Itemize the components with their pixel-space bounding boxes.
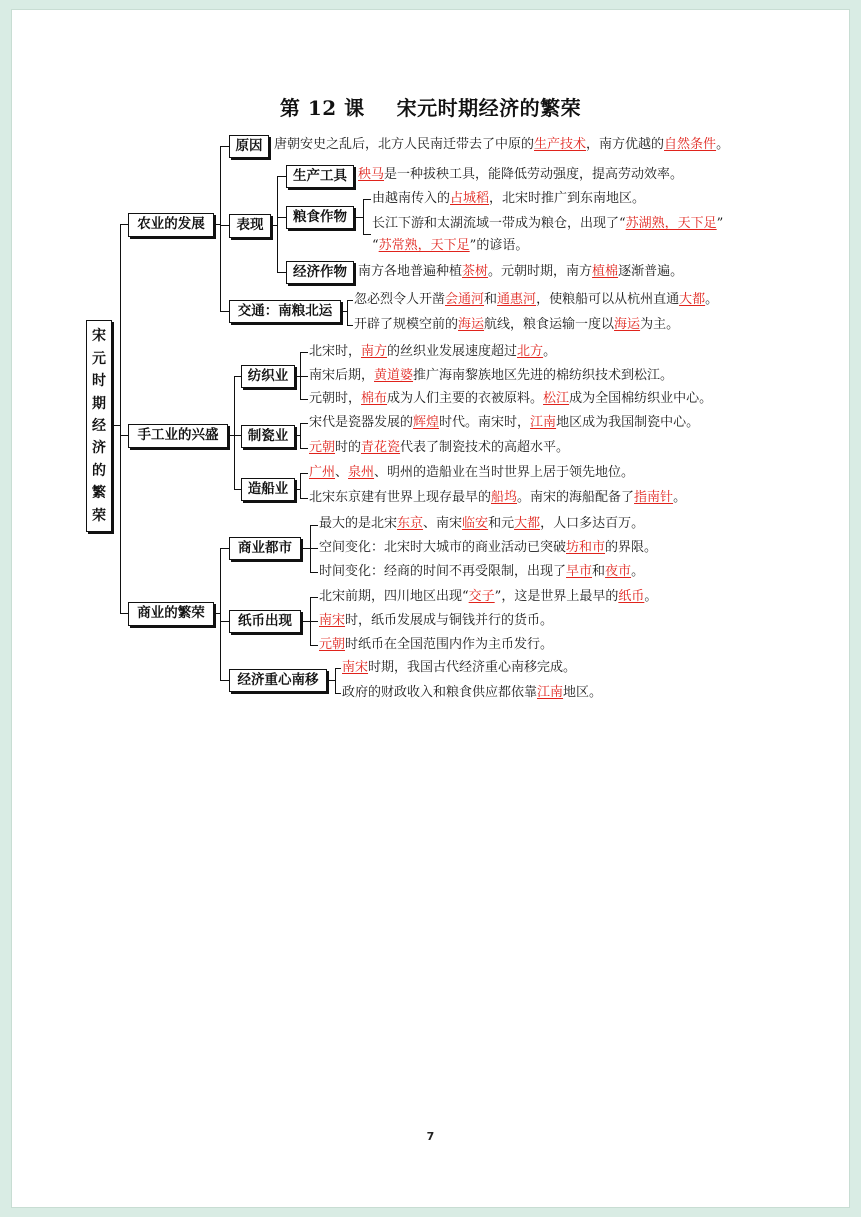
- text-grain-3: [372, 238, 528, 254]
- text-segment: 、明州的造船业在当时世界上居于领先地位。: [374, 465, 635, 480]
- text-segment: 推广海南黎族地区先进的棉纺织技术到松江。: [413, 368, 674, 383]
- text-segment: 的界限。: [605, 540, 658, 555]
- root-char: 宋: [92, 328, 106, 345]
- text-segment: 时，纸币发展成与铜钱并行的货币。: [345, 613, 554, 628]
- connector: [347, 300, 353, 301]
- node-reason: 原因: [229, 135, 269, 158]
- text-segment: 南方各地普遍种植: [358, 264, 463, 279]
- connector: [335, 668, 336, 693]
- text-segment: 地区。: [563, 685, 603, 700]
- page-number: 7: [426, 1130, 435, 1143]
- root-char: 荣: [92, 507, 106, 524]
- text-segment: 北宋东京建有世界上现存最早的: [309, 490, 492, 505]
- text-segment: 的丝织业发展速度超过: [387, 344, 518, 359]
- keyword-answer: 生产技术: [534, 137, 587, 152]
- connector: [120, 435, 128, 436]
- text-segment: 为主。: [640, 317, 680, 332]
- text-segment: ，南方优越的: [586, 137, 665, 152]
- mindmap-root: [86, 320, 112, 532]
- keyword-answer: 松江: [543, 391, 570, 406]
- keyword-answer: 交子: [468, 589, 495, 604]
- keyword-answer: 广州: [309, 465, 336, 480]
- text-segment: 时期，我国古代经济重心南移完成。: [368, 660, 577, 675]
- keyword-answer: 自然条件: [664, 137, 717, 152]
- connector: [220, 146, 229, 147]
- text-porcelain-1: [309, 415, 699, 431]
- text-segment: ，使粮船可以从杭州直通: [536, 292, 680, 307]
- node-transport: 交通：南粮北运: [229, 300, 341, 323]
- keyword-answer: 大都: [514, 516, 541, 531]
- text-segment: 成为人们主要的衣被原料。: [387, 391, 544, 406]
- connector: [300, 376, 308, 377]
- text-grain-1: [372, 191, 645, 207]
- connector: [220, 311, 229, 312]
- connector: [310, 597, 318, 598]
- connector: [300, 498, 308, 499]
- text-segment: 。南宋的海船配备了: [517, 490, 635, 505]
- text-segment: 和: [484, 292, 498, 307]
- connector: [300, 473, 308, 474]
- connector: [120, 613, 128, 614]
- connector: [300, 448, 308, 449]
- keyword-answer: 南宋: [319, 613, 346, 628]
- text-paper-1: [319, 589, 657, 605]
- keyword-answer: 夜市: [605, 564, 632, 579]
- connector: [277, 217, 286, 218]
- connector: [310, 645, 318, 646]
- text-segment: 元朝时，: [309, 391, 362, 406]
- connector: [234, 489, 241, 490]
- keyword-answer: 临安: [462, 516, 489, 531]
- text-segment: ”: [716, 216, 724, 231]
- keyword-answer: 元朝: [309, 440, 336, 455]
- connector: [234, 376, 241, 377]
- text-paper-3: [319, 637, 553, 653]
- text-grain-2: [372, 216, 723, 232]
- keyword-answer: 船坞: [491, 490, 518, 505]
- keyword-answer: 通惠河: [497, 292, 537, 307]
- connector: [234, 376, 235, 489]
- keyword-answer: 元朝: [319, 637, 346, 652]
- text-segment: 成为全国棉纺织业中心。: [569, 391, 713, 406]
- node-shipbuilding: 造船业: [241, 478, 295, 501]
- text-shipbuilding-1: [309, 465, 634, 481]
- keyword-answer: 会通河: [445, 292, 485, 307]
- root-char: 济: [92, 440, 106, 457]
- text-transport-2: [354, 317, 679, 333]
- keyword-answer: 坊和市: [566, 540, 606, 555]
- connector: [220, 680, 229, 681]
- text-paper-2: [319, 613, 553, 629]
- text-segment: 。: [705, 292, 719, 307]
- text-segment: 。元朝时期，南方: [488, 264, 593, 279]
- text-segment: 长江下游和太湖流域一带成为粮仓，出现了“: [372, 216, 626, 231]
- node-production-tools: 生产工具: [286, 165, 354, 188]
- text-shift-1: [342, 660, 576, 676]
- node-commercial-cities: 商业都市: [229, 537, 301, 560]
- connector: [277, 176, 278, 272]
- node-cash-crops: 经济作物: [286, 261, 354, 284]
- connector: [220, 225, 229, 226]
- connector: [220, 548, 221, 680]
- text-segment: 时纸币在全国范围内作为主币发行。: [345, 637, 554, 652]
- text-cities-2: [319, 540, 657, 556]
- keyword-answer: 纸币: [618, 589, 645, 604]
- keyword-answer: 苏常熟，天下足: [378, 238, 470, 253]
- text-segment: 时代。南宋时，: [439, 415, 531, 430]
- keyword-answer: 南方: [361, 344, 388, 359]
- text-segment: 。: [543, 344, 557, 359]
- text-segment: 北宋前期，四川地区出现“: [319, 589, 469, 604]
- lesson-title: [0, 92, 861, 121]
- text-segment: “: [372, 238, 379, 253]
- text-cities-3: [319, 564, 644, 580]
- text-segment: 时的: [335, 440, 362, 455]
- keyword-answer: 辉煌: [413, 415, 440, 430]
- text-segment: 开辟了规模空前的: [354, 317, 459, 332]
- connector: [310, 548, 318, 549]
- text-segment: 逐渐普遍。: [618, 264, 684, 279]
- text-segment: 、: [335, 465, 349, 480]
- connector: [120, 224, 121, 613]
- text-segment: 宋代是瓷器发展的: [309, 415, 414, 430]
- connector: [300, 423, 301, 448]
- text-segment: ”，这是世界上最早的: [494, 589, 619, 604]
- text-segment: 忽必烈令人开凿: [354, 292, 446, 307]
- branch-commerce: 商业的繁荣: [128, 602, 214, 626]
- keyword-answer: 植棉: [592, 264, 619, 279]
- text-cities-1: [319, 516, 644, 532]
- root-char: 时: [92, 373, 106, 390]
- root-char: 的: [92, 462, 106, 479]
- text-segment: 代表了制瓷技术的高超水平。: [400, 440, 570, 455]
- keyword-answer: 棉布: [361, 391, 388, 406]
- keyword-answer: 指南针: [634, 490, 674, 505]
- connector: [277, 176, 286, 177]
- text-segment: 政府的财政收入和粮食供应都依靠: [342, 685, 538, 700]
- keyword-answer: 泉州: [348, 465, 375, 480]
- text-segment: 时间变化：经商的时间不再受限制，出现了: [319, 564, 567, 579]
- connector: [300, 352, 308, 353]
- keyword-answer: 江南: [530, 415, 557, 430]
- root-char: 期: [92, 395, 106, 412]
- text-reason: [274, 137, 729, 153]
- lesson-topic: 宋元时期经济的繁荣: [396, 96, 582, 120]
- text-segment: 。: [673, 490, 687, 505]
- node-performance: 表现: [229, 214, 271, 238]
- text-segment: ”的谚语。: [469, 238, 529, 253]
- text-segment: 是一种拔秧工具，能降低劳动强度，提高劳动效率。: [384, 167, 684, 182]
- text-segment: 航线，粮食运输一度以: [484, 317, 615, 332]
- text-segment: 最大的是北宋: [319, 516, 398, 531]
- text-segment: 。: [644, 589, 658, 604]
- text-shipbuilding-2: [309, 490, 686, 506]
- text-segment: ，北宋时推广到东南地区。: [489, 191, 646, 206]
- node-grain-crops: 粮食作物: [286, 206, 354, 229]
- text-segment: 南宋后期，: [309, 368, 375, 383]
- keyword-answer: 黄道婆: [374, 368, 414, 383]
- text-segment: 。: [631, 564, 645, 579]
- keyword-answer: 苏湖熟，天下足: [625, 216, 717, 231]
- connector: [347, 325, 353, 326]
- text-segment: 空间变化：北宋时大城市的商业活动已突破: [319, 540, 567, 555]
- connector: [310, 525, 318, 526]
- connector: [220, 621, 229, 622]
- node-paper-money: 纸币出现: [229, 610, 301, 633]
- text-segment: 和元: [488, 516, 515, 531]
- lesson-number: 第 12 课: [279, 96, 365, 120]
- text-segment: 唐朝安史之乱后，北方人民南迁带去了中原的: [274, 137, 535, 152]
- branch-handicraft: 手工业的兴盛: [128, 424, 228, 448]
- text-textile-1: [309, 344, 556, 360]
- branch-agriculture: 农业的发展: [128, 213, 214, 237]
- text-transport-1: [354, 292, 718, 308]
- connector: [300, 399, 308, 400]
- connector: [120, 224, 128, 225]
- keyword-answer: 北方: [517, 344, 544, 359]
- root-char: 繁: [92, 485, 106, 502]
- text-segment: 由越南传入的: [372, 191, 451, 206]
- keyword-answer: 东京: [397, 516, 424, 531]
- connector: [347, 300, 348, 325]
- text-textile-3: [309, 391, 712, 407]
- text-textile-2: [309, 368, 673, 384]
- connector: [363, 199, 364, 235]
- connector: [335, 668, 341, 669]
- text-cash: [358, 264, 683, 280]
- keyword-answer: 南宋: [342, 660, 369, 675]
- text-segment: 地区成为我国制瓷中心。: [556, 415, 700, 430]
- root-char: 元: [92, 350, 106, 367]
- root-char: 经: [92, 417, 106, 434]
- connector: [277, 272, 286, 273]
- text-shift-2: [342, 685, 602, 701]
- connector: [220, 146, 221, 311]
- text-segment: 北宋时，: [309, 344, 362, 359]
- keyword-answer: 早市: [566, 564, 593, 579]
- keyword-answer: 海运: [614, 317, 641, 332]
- keyword-answer: 茶树: [462, 264, 489, 279]
- connector: [300, 473, 301, 498]
- keyword-answer: 大都: [679, 292, 706, 307]
- keyword-answer: 占城稻: [450, 191, 490, 206]
- node-textile: 纺织业: [241, 365, 295, 388]
- keyword-answer: 江南: [537, 685, 564, 700]
- node-economic-shift: 经济重心南移: [229, 669, 327, 692]
- keyword-answer: 海运: [458, 317, 485, 332]
- keyword-answer: 秧马: [358, 167, 385, 182]
- connector: [363, 234, 371, 235]
- text-segment: ，人口多达百万。: [540, 516, 645, 531]
- connector: [300, 423, 308, 424]
- text-tools: [358, 167, 683, 183]
- connector: [335, 693, 341, 694]
- connector: [234, 435, 241, 436]
- connector: [220, 548, 229, 549]
- text-segment: 和: [592, 564, 606, 579]
- text-porcelain-2: [309, 440, 569, 456]
- connector: [310, 621, 318, 622]
- connector: [310, 572, 318, 573]
- node-porcelain: 制瓷业: [241, 425, 295, 448]
- connector: [363, 199, 371, 200]
- keyword-answer: 青花瓷: [361, 440, 401, 455]
- text-segment: 。: [716, 137, 730, 152]
- text-segment: 、南宋: [423, 516, 463, 531]
